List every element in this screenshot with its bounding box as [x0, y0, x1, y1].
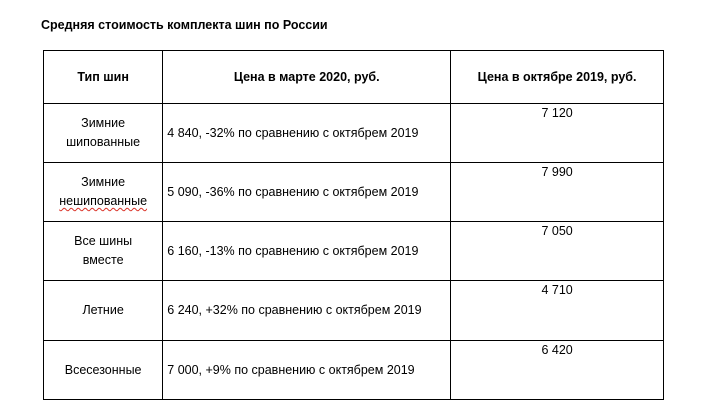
table-row: [44, 104, 664, 163]
tire-price-table: [43, 50, 664, 400]
price-october-cell: 4 710: [451, 281, 664, 341]
price-october-cell: 7 050: [451, 222, 664, 281]
tire-type-line: Зимние: [81, 175, 126, 189]
tire-type-line-spellcheck: нешипованные: [59, 194, 148, 208]
table-row: [44, 341, 664, 400]
tire-type-line: Летние: [82, 303, 124, 317]
document-title: Средняя стоимость комплекта шин по России: [41, 18, 328, 32]
table-header-row: [44, 51, 664, 104]
tire-type-cell: [44, 104, 163, 163]
tire-type-line: Все шины: [74, 234, 133, 248]
tire-type-line: Зимние: [81, 116, 126, 130]
tire-type-line: вместе: [82, 253, 124, 267]
table-row: [44, 222, 664, 281]
tire-type-cell: [44, 163, 163, 222]
tire-type-cell: [44, 341, 163, 400]
price-october-cell: 6 420: [451, 341, 664, 400]
header-price-march-2020: Цена в марте 2020, руб.: [163, 51, 451, 104]
price-march-cell: 7 000, +9% по сравнению с октябрем 2019: [163, 341, 451, 400]
price-march-cell: 4 840, -32% по сравнению с октябрем 2019: [163, 104, 451, 163]
header-price-october-2019: Цена в октябре 2019, руб.: [451, 51, 664, 104]
tire-type-line: Всесезонные: [64, 362, 142, 377]
price-march-cell: 6 160, -13% по сравнению с октябрем 2019: [163, 222, 451, 281]
header-tire-type: Тип шин: [44, 51, 163, 104]
table-row: [44, 163, 664, 222]
price-march-cell: 5 090, -36% по сравнению с октябрем 2019: [163, 163, 451, 222]
price-october-cell: 7 990: [451, 163, 664, 222]
tire-type-cell: [44, 281, 163, 341]
price-march-cell: 6 240, +32% по сравнению с октябрем 2019: [163, 281, 451, 341]
tire-type-cell: [44, 222, 163, 281]
price-october-cell: 7 120: [451, 104, 664, 163]
tire-type-line: [48, 192, 158, 211]
tire-type-line: шипованные: [66, 135, 141, 149]
table-row: [44, 281, 664, 341]
